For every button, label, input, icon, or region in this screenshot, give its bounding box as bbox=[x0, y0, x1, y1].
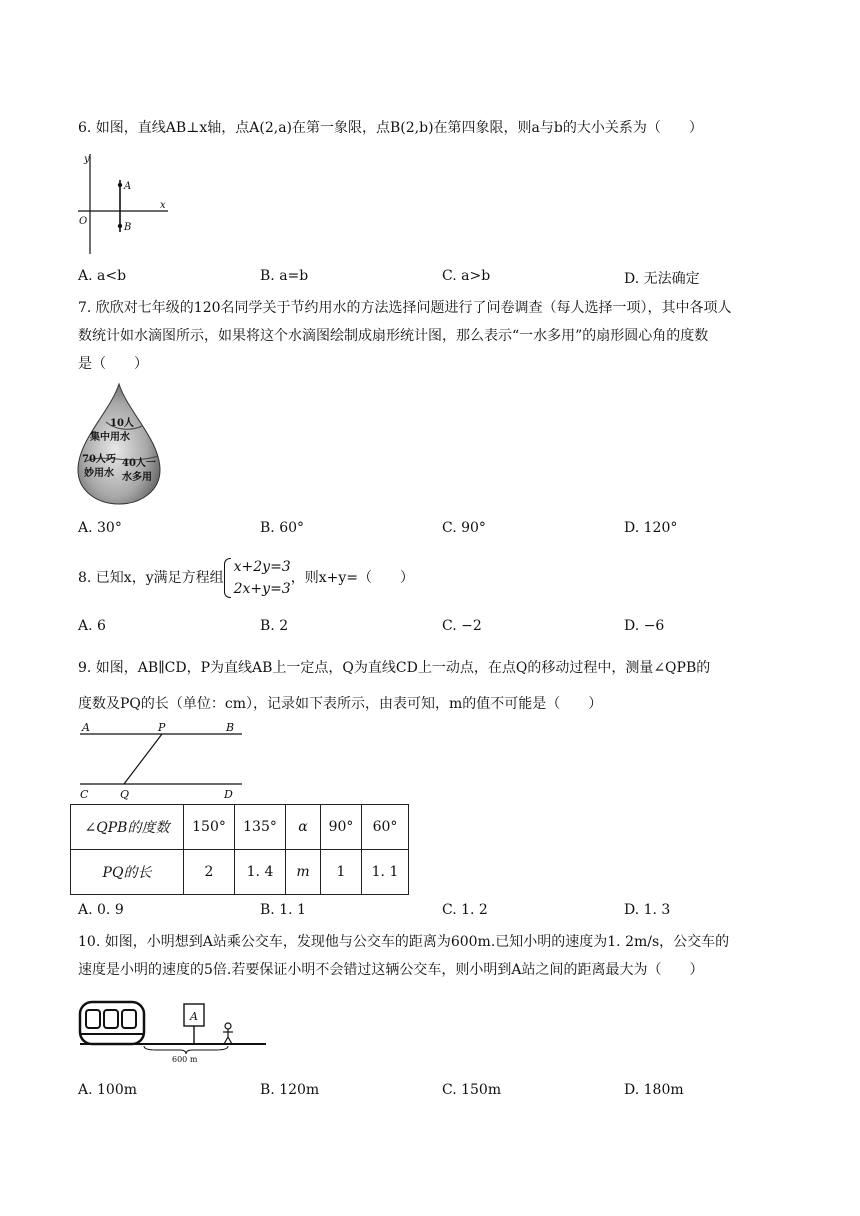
option-b: B. 2 bbox=[260, 618, 289, 634]
table-row bbox=[71, 805, 409, 850]
table-cell: 90° bbox=[321, 805, 362, 850]
drop-label-2: 集中用水 bbox=[90, 432, 130, 443]
question-7-line-1: 7. 欣欣对七年级的120名同学关于节约用水的方法选择问题进行了问卷调查（每人选择一项），其中各项人 bbox=[78, 300, 732, 316]
label-a: A bbox=[82, 721, 90, 734]
label-q: Q bbox=[120, 788, 130, 800]
option-c: C. 1. 2 bbox=[442, 902, 488, 918]
option-d: D. 1. 3 bbox=[624, 902, 671, 918]
segment-pq bbox=[124, 734, 162, 784]
option-d: D. 120° bbox=[624, 520, 678, 536]
equation-2: 2x+y=3 bbox=[233, 581, 291, 597]
label-b: B bbox=[226, 721, 235, 734]
table-cell: 1. 4 bbox=[235, 850, 286, 895]
option-a: A. 6 bbox=[78, 618, 106, 634]
option-d: D. 无法确定 bbox=[624, 271, 700, 287]
point-b bbox=[118, 224, 122, 228]
question-6 bbox=[78, 114, 784, 142]
table-cell: 135° bbox=[235, 805, 286, 850]
point-a bbox=[118, 183, 122, 187]
table-row bbox=[71, 850, 409, 895]
table-cell: m bbox=[286, 850, 321, 895]
bus-figure bbox=[76, 994, 270, 1066]
option-d: D. 180m bbox=[624, 1082, 684, 1098]
option-a: A. 100m bbox=[78, 1082, 138, 1098]
equation-system bbox=[224, 556, 291, 600]
label-b: B bbox=[124, 222, 132, 233]
drop-label-5: 妙用水 bbox=[84, 468, 114, 479]
table-cell: 1. 1 bbox=[362, 850, 409, 895]
table-cell: α bbox=[286, 805, 321, 850]
option-c: C. −2 bbox=[442, 618, 482, 634]
table-cell: 2 bbox=[184, 850, 235, 895]
question-9-line-1: 9. 如图，AB∥CD，P为直线AB上一定点，Q为直线CD上一动点，在点Q的移动过程中，测量∠QPB的 bbox=[78, 660, 711, 676]
equation-1: x+2y=3 bbox=[233, 559, 291, 575]
option-b: B. 1. 1 bbox=[260, 902, 306, 918]
person-icon bbox=[223, 1023, 233, 1044]
option-b: B. a=b bbox=[260, 268, 309, 284]
water-drop-figure bbox=[76, 382, 162, 506]
question-10 bbox=[78, 928, 784, 984]
question-9-options bbox=[78, 902, 784, 924]
question-6-stem: 6. 如图，直线AB⊥x轴，点A(2,a)在第一象限，点B(2,b)在第四象限，则a与b的大小关系为（ ） bbox=[78, 120, 703, 136]
label-a: A bbox=[124, 181, 132, 192]
question-8-stem-pre: 8. 已知x，y满足方程组 bbox=[78, 570, 224, 586]
parallel-lines-figure bbox=[76, 720, 246, 800]
measurement-table bbox=[70, 804, 409, 895]
option-c: C. a>b bbox=[442, 268, 491, 284]
option-a: A. 30° bbox=[78, 520, 122, 536]
label-c: C bbox=[80, 788, 89, 800]
drop-label-4: 40人一 bbox=[122, 458, 156, 469]
question-8-options bbox=[78, 618, 784, 640]
option-a: A. 0. 9 bbox=[78, 902, 124, 918]
distance-brace bbox=[144, 1046, 228, 1054]
label-d: D bbox=[224, 788, 233, 800]
question-8 bbox=[78, 556, 784, 600]
table-header: PQ的长 bbox=[71, 850, 184, 895]
label-o: O bbox=[79, 216, 88, 227]
question-7 bbox=[78, 294, 784, 378]
drop-label-3: 70人巧 bbox=[82, 454, 116, 465]
question-9-line-2: 度数及PQ的长（单位：cm），记录如下表所示，由表可知，m的值不可能是（ ） bbox=[78, 696, 603, 712]
option-b: B. 120m bbox=[260, 1082, 320, 1098]
label-y: y bbox=[84, 154, 90, 165]
question-9 bbox=[78, 650, 784, 722]
question-10-options bbox=[78, 1082, 784, 1104]
table-cell: 60° bbox=[362, 805, 409, 850]
bus-icon bbox=[80, 1002, 144, 1044]
table-header: ∠QPB的度数 bbox=[71, 805, 184, 850]
question-8-stem-post: ，则x+y=（ ） bbox=[290, 570, 414, 586]
option-d: D. −6 bbox=[624, 618, 665, 634]
option-a: A. a<b bbox=[78, 268, 127, 284]
question-10-line-1: 10. 如图，小明想到A站乘公交车，发现他与公交车的距离为600m.已知小明的速度为1. 2m/s，公交车的 bbox=[78, 934, 730, 950]
drop-shape bbox=[78, 384, 160, 504]
question-6-figure bbox=[76, 152, 172, 256]
question-10-line-2: 速度是小明的速度的5倍.若要保证小明不会错过这辆公交车，则小明到A站之间的距离最大为（ ） bbox=[78, 962, 704, 978]
drop-label-1: 10人 bbox=[110, 418, 134, 429]
question-7-options bbox=[78, 520, 784, 542]
question-7-line-3: 是（ ） bbox=[78, 356, 148, 372]
question-7-line-2: 数统计如水滴图所示，如果将这个水滴图绘制成扇形统计图，那么表示“一水多用”的扇形圆心角的度数 bbox=[78, 328, 709, 344]
option-c: C. 90° bbox=[442, 520, 486, 536]
label-p: P bbox=[158, 721, 166, 734]
label-x: x bbox=[160, 200, 166, 211]
table-cell: 1 bbox=[321, 850, 362, 895]
option-b: B. 60° bbox=[260, 520, 305, 536]
option-c: C. 150m bbox=[442, 1082, 502, 1098]
station-label: A bbox=[190, 1010, 198, 1023]
distance-label: 600 m bbox=[172, 1055, 198, 1064]
drop-label-6: 水多用 bbox=[122, 472, 152, 483]
question-6-options bbox=[78, 268, 784, 290]
table-cell: 150° bbox=[184, 805, 235, 850]
